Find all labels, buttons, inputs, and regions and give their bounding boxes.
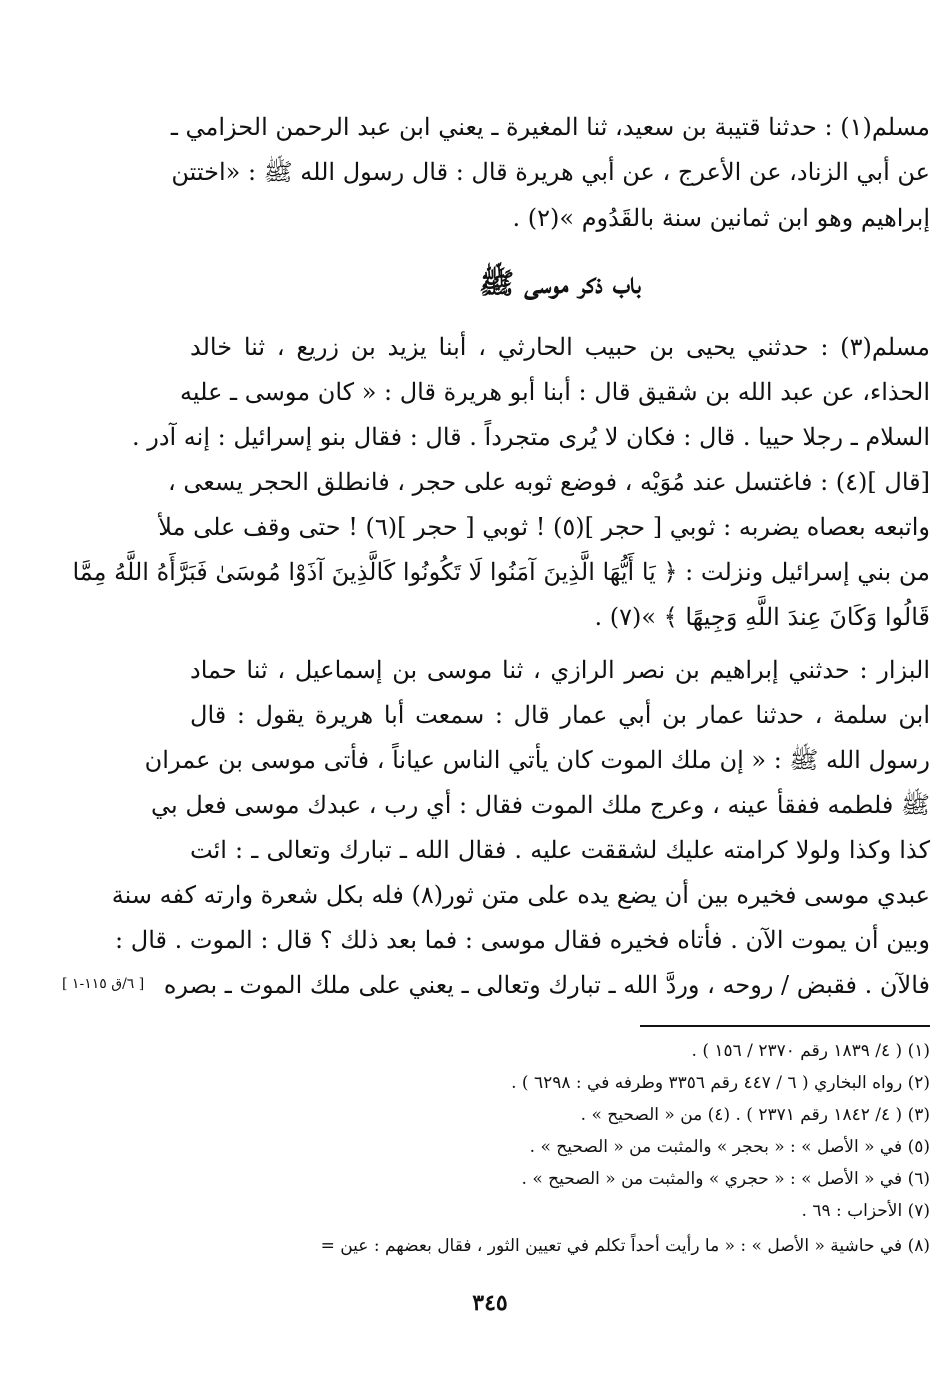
body-line: [قال ](٤) : فاغتسل عند مُوَيْه ، فوضع ثوبه على حجر ، فانطلق الحجر يسعى ، <box>168 468 930 496</box>
body-line: السلام ـ رجلا حييا . قال : فكان لا يُرى متجرداً . قال : فقال بنو إسرائيل : إنه آدر . <box>131 423 930 451</box>
footnote: (٧) الأحزاب : ٦٩ . <box>801 1201 930 1221</box>
body-line: وبين أن يموت الآن . فأتاه فخيره فقال موسى : فما بعد ذلك ؟ قال : الموت . قال : <box>115 926 930 954</box>
chapter-heading: باب ذكر موسى ﷺ <box>479 266 641 300</box>
footnote: (١) ( ٤/ ١٨٣٩ رقم ٢٣٧٠ / ١٥٦ ) . <box>691 1041 930 1061</box>
body-line: قَالُوا وَكَانَ عِندَ اللَّهِ وَجِيهًا ﴾ »(٧) . <box>594 603 930 631</box>
body-line: مسلم(١) : حدثنا قتيبة بن سعيد، ثنا المغيرة ـ يعني ابن عبد الرحمن الحزامي ـ <box>170 113 930 141</box>
body-line: فالآن . فقبض / روحه ، وردَّ الله ـ تبارك وتعالى ـ يعني على ملك الموت ـ بصره <box>163 971 930 999</box>
body-line: عبدي موسى فخيره بين أن يضع يده على متن ثور(٨) فله بكل شعرة وارته كفه سنة <box>111 881 930 909</box>
footnote-separator <box>640 1025 930 1027</box>
body-line: ﷺ فلطمه ففقأ عينه ، وعرج ملك الموت فقال : أي رب ، عبدك موسى فعل بي <box>151 791 930 819</box>
body-line: الحذاء، عن عبد الله بن شقيق قال : أبنا أبو هريرة قال : « كان موسى ـ عليه <box>180 378 930 406</box>
body-line: واتبعه بعصاه يضربه : ثوبي [ حجر ](٥) ! ثوبي [ حجر ](٦) ! حتى وقف على ملأ <box>158 513 930 541</box>
page-number: ٣٤٥ <box>472 1290 508 1316</box>
manuscript-folio-reference: [ ٦/ق ١١٥-١ ] <box>62 976 145 992</box>
body-line: إبراهيم وهو ابن ثمانين سنة بالقَدُوم »(٢) . <box>512 204 930 232</box>
footnote: (٦) في « الأصل » : « حجري » والمثبت من « الصحيح » . <box>521 1169 930 1189</box>
footnote: (٢) رواه البخاري ( ٦ / ٤٤٧ رقم ٣٣٥٦ وطرفه في : ٦٢٩٨ ) . <box>511 1073 930 1093</box>
footnote: (٣) ( ٤/ ١٨٤٢ رقم ٢٣٧١ ) . (٤) من « الصحيح » . <box>580 1105 930 1125</box>
body-line: رسول الله ﷺ : « إن ملك الموت كان يأتي الناس عياناً ، فأتى موسى بن عمران <box>144 746 930 774</box>
footnote: (٥) في « الأصل » : « بحجر » والمثبت من « الصحيح » . <box>529 1137 930 1157</box>
body-line: كذا وكذا ولولا كرامته عليك لشققت عليه . فقال الله ـ تبارك وتعالى ـ : ائت <box>190 836 930 864</box>
body-line: عن أبي الزناد، عن الأعرج ، عن أبي هريرة قال : قال رسول الله ﷺ : «اختتن <box>171 158 930 186</box>
body-line: مسلم(٣) : حدثني يحيى بن حبيب الحارثي ، أبنا يزيد بن زريع ، ثنا خالد <box>190 333 930 361</box>
body-line: ابن سلمة ، حدثنا عمار بن أبي عمار قال : سمعت أبا هريرة يقول : قال <box>190 701 930 729</box>
body-line: البزار : حدثني إبراهيم بن نصر الرازي ، ثنا موسى بن إسماعيل ، ثنا حماد <box>190 656 930 684</box>
footnote: (٨) في حاشية « الأصل » : « ما رأيت أحداً تكلم في تعيين الثور ، فقال بعضهم : عين = <box>320 1236 930 1256</box>
body-line: من بني إسرائيل ونزلت : ﴿ يَا أَيُّهَا الَّذِينَ آمَنُوا لَا تَكُونُوا كَالَّذِينَ آذَوْا مُوسَىٰ فَبَرَّأَهُ اللَّهُ مِمَّا <box>72 558 930 586</box>
